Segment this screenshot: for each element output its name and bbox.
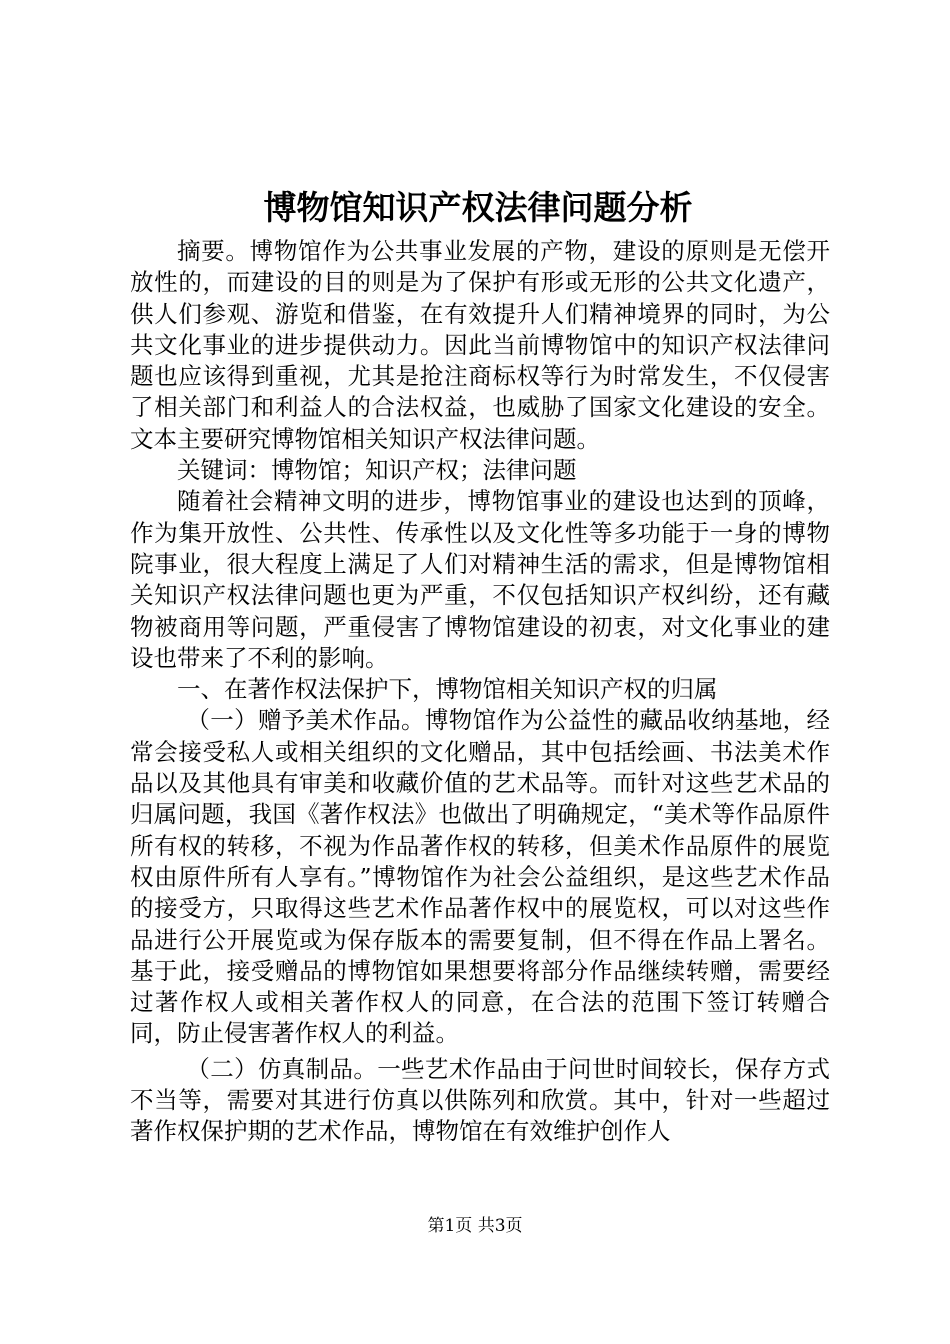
- subsection-paragraph-2: （二）仿真制品。一些艺术作品由于问世时间较长，保存方式不当等，需要对其进行仿真以供陈列和欣赏。其中，针对一些超过著作权保护期的艺术作品，博物馆在有效维护创作人: [130, 1054, 830, 1146]
- page-footer: 第1页 共3页: [427, 1216, 523, 1236]
- document-body: [130, 236, 830, 1148]
- intro-paragraph: 随着社会精神文明的进步，博物馆事业的建设也达到的顶峰，作为集开放性、公共性、传承性以及文化性等多功能于一身的博物院事业，很大程度上满足了人们对精神生活的需求，但是博物馆相关知识产权法律问题也更为严重，不仅包括知识产权纠纷，还有藏物被商用等问题，严重侵害了博物馆建设的初衷，对文化事业的建设也带来了不利的影响。: [130, 487, 830, 672]
- subsection-paragraph-1: （一）赠予美术作品。博物馆作为公益性的藏品收纳基地，经常会接受私人或相关组织的文化赠品，其中包括绘画、书法美术作品以及其他具有审美和收藏价值的艺术品等。而针对这些艺术品的归属问题，我国《著作权法》也做出了明确规定，“美术等作品原件所有权的转移，不视为作品著作权的转移，但美术作品原件的展览权由原件所有人享有。”博物馆作为社会公益组织，是这些艺术作品的接受方，只取得这些艺术作品著作权中的展览权，可以对这些作品进行公开展览或为保存版本的需要复制，但不得在作品上署名。基于此，接受赠品的博物馆如果想要将部分作品继续转赠，需要经过著作权人或相关著作权人的同意，在合法的范围下签订转赠合同，防止侵害著作权人的利益。: [130, 706, 830, 1048]
- document-title: 博物馆知识产权法律问题分析: [263, 188, 693, 227]
- keywords-paragraph: 关键词：博物馆；知识产权；法律问题: [177, 456, 577, 485]
- section-heading-1: 一、在著作权法保护下，博物馆相关知识产权的归属: [177, 675, 718, 704]
- abstract-paragraph: 摘要。博物馆作为公共事业发展的产物，建设的原则是无偿开放性的，而建设的目的则是为了保护有形或无形的公共文化遗产，供人们参观、游览和借鉴，在有效提升人们精神境界的同时，为公共文化事业的进步提供动力。因此当前博物馆中的知识产权法律问题也应该得到重视，尤其是抢注商标权等行为时常发生，不仅侵害了相关部门和利益人的合法权益，也威胁了国家文化建设的安全。文本主要研究博物馆相关知识产权法律问题。: [130, 237, 830, 453]
